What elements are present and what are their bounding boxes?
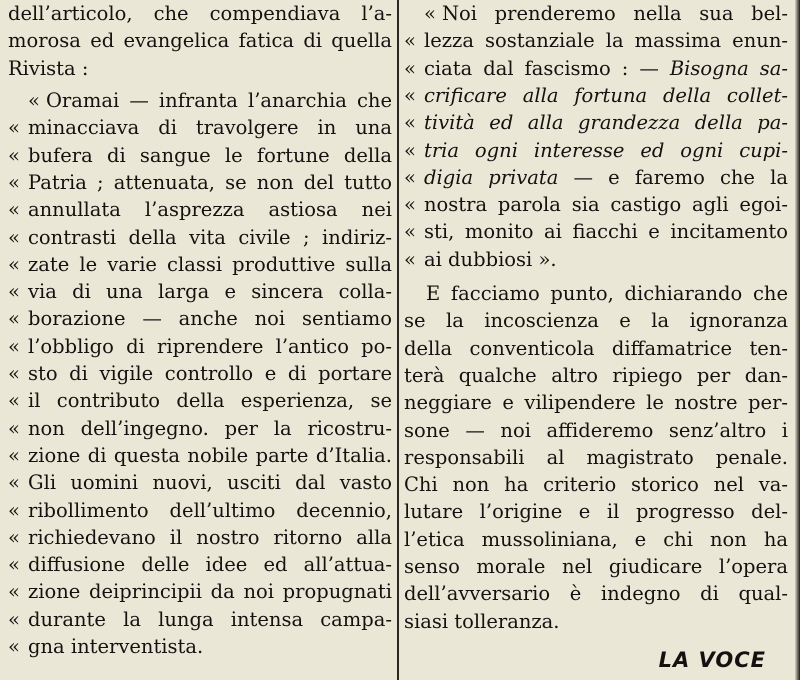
quote-mark: «: [8, 471, 20, 494]
quote-mark: «: [404, 139, 416, 162]
quote-mark: «: [404, 111, 416, 134]
italic-text: digia privata: [424, 166, 559, 189]
text-line: [8, 27, 392, 55]
text-line: [404, 307, 788, 335]
italic-text: crificare alla fortuna della collet-: [424, 84, 788, 107]
text-run: dell’avversario è indegno di qual-: [404, 582, 788, 605]
quote-mark: «: [8, 362, 20, 385]
text-run: lutare l’origine e il progresso del-: [404, 500, 788, 523]
text-line: [8, 333, 392, 361]
quote-mark: «: [8, 553, 20, 576]
page-edge: [795, 0, 800, 680]
text-run: E facciamo punto, dichiarando che: [426, 282, 788, 305]
text-run: ai dubbiosi ».: [424, 248, 557, 271]
text-run: via di una larga e sincera colla-: [28, 280, 392, 303]
quote-mark: «: [404, 220, 416, 243]
quote-mark: «: [8, 417, 20, 440]
text-line: [8, 251, 392, 279]
text-run: Gli uomini nuovi, usciti dal vasto: [28, 471, 392, 494]
text-run: non dell’ingegno. per la ricostru-: [28, 417, 392, 440]
text-line: [8, 224, 392, 252]
text-line: [404, 218, 788, 246]
text-line: [404, 580, 788, 608]
quote-mark: «: [8, 608, 20, 631]
text-run: siasi tolleranza.: [404, 610, 560, 633]
text-line: [8, 442, 392, 470]
quote-mark: «: [28, 89, 40, 112]
text-run: responsabili al magistrato penale.: [404, 446, 788, 469]
text-run: durante la lunga intensa campa-: [28, 608, 392, 631]
text-line: [404, 417, 788, 445]
quote-mark: «: [8, 444, 20, 467]
text-run: Chi non ha criterio storico nel va-: [404, 473, 788, 496]
text-line: [8, 606, 392, 634]
quote-mark: «: [404, 29, 416, 52]
quote-mark: «: [8, 171, 20, 194]
text-line: [8, 114, 392, 142]
quote-mark: «: [404, 193, 416, 216]
text-run: ribollimento dell’ultimo decennio,: [28, 499, 392, 522]
text-line: [404, 109, 788, 137]
text-run: zate le varie classi produttive sulla: [28, 253, 392, 276]
italic-text: tria ogni interesse ed ogni cupi-: [424, 139, 788, 162]
quote-mark: «: [8, 226, 20, 249]
text-line: [404, 444, 788, 472]
quote-mark: «: [404, 84, 416, 107]
text-run: senso morale nel giudicare l’opera: [404, 555, 788, 578]
text-line: [8, 0, 392, 28]
quote-mark: «: [404, 248, 416, 271]
text-run: richiedevano il nostro ritorno alla: [28, 526, 392, 549]
text-run: Oramai — infranta l’anarchia che: [45, 89, 392, 112]
text-line: [8, 360, 392, 388]
text-run: terà qualche altro ripiego per dan-: [404, 364, 788, 387]
text-run: dell’articolo, che compendiava l’a-: [8, 2, 392, 25]
text-run: della conventicola diffamatrice ten-: [404, 337, 788, 360]
text-line: [8, 497, 392, 525]
text-line: [8, 196, 392, 224]
quote-mark: «: [8, 307, 20, 330]
signature: LA VOCE: [658, 648, 766, 672]
text-line: [404, 526, 788, 554]
text-run: Rivista :: [8, 57, 89, 80]
column-divider: [397, 0, 399, 680]
text-run: sto di vigile controllo e di portare: [28, 362, 392, 385]
text-line: [404, 137, 788, 165]
text-run: gna interventista.: [28, 635, 204, 658]
text-run: Patria ; attenuata, se non del tutto: [28, 171, 392, 194]
quote-mark: «: [8, 116, 20, 139]
text-line: [404, 82, 788, 110]
text-run: borazione — anche noi sentiamo: [28, 307, 392, 330]
text-run: bufera di sangue le fortune della: [28, 144, 392, 167]
text-line: [404, 498, 788, 526]
text-line: [404, 27, 788, 55]
text-run: lezza sostanziale la massima enun-: [424, 29, 788, 52]
quote-mark: «: [404, 166, 416, 189]
text-run: nostra parola sia castigo agli egoi-: [424, 193, 788, 216]
text-line: [404, 0, 788, 28]
text-line: [8, 278, 392, 306]
quote-mark: «: [8, 389, 20, 412]
text-line: [8, 469, 392, 497]
text-run: annullata l’asprezza astiosa nei: [28, 198, 392, 221]
text-line: [8, 55, 392, 83]
text-run: zione di questa nobile parte d’Italia.: [28, 444, 392, 467]
text-line: [404, 362, 788, 390]
text-line: [8, 387, 392, 415]
text-run: sti, monito ai fiacchi e incitamento: [424, 220, 788, 243]
text-line: [404, 471, 788, 499]
text-run: se la incoscienza e la ignoranza: [404, 309, 788, 332]
text-line: [404, 608, 788, 636]
text-run: diffusione delle idee ed all’attua-: [28, 553, 392, 576]
quote-mark: «: [8, 526, 20, 549]
quote-mark: «: [8, 280, 20, 303]
text-line: [8, 415, 392, 443]
text-run: ciata dal fascismo : —: [424, 57, 670, 80]
quote-mark: «: [8, 198, 20, 221]
italic-text: tività ed alla grandezza della pa-: [424, 111, 788, 134]
quote-mark: «: [8, 499, 20, 522]
text-run: sone — noi affideremo senz’altro i: [404, 419, 788, 442]
text-line: [404, 191, 788, 219]
text-run: il contributo della esperienza, se: [28, 389, 392, 412]
text-run: minacciava di travolgere in una: [28, 116, 392, 139]
text-run: contrasti della vita civile ; indiriz-: [28, 226, 392, 249]
text-line: [8, 305, 392, 333]
text-line: [404, 246, 788, 274]
quote-mark: «: [404, 57, 416, 80]
text-line: [404, 55, 788, 83]
quote-mark: «: [8, 580, 20, 603]
text-line: [8, 578, 392, 606]
italic-text: Bisogna sa-: [669, 57, 788, 80]
text-line: [8, 633, 392, 661]
text-line: [404, 164, 788, 192]
text-line: [404, 389, 788, 417]
text-line: [404, 280, 788, 308]
text-run: l’obbligo di riprendere l’antico po-: [28, 335, 392, 358]
text-run: — e faremo che la: [558, 166, 788, 189]
text-run: zione deiprincipii da noi propugnati: [28, 580, 392, 603]
text-run: morosa ed evangelica fatica di quella: [8, 29, 392, 52]
text-run: Noi prenderemo nella sua bel-: [441, 2, 788, 25]
quote-mark: «: [8, 635, 20, 658]
text-line: [8, 524, 392, 552]
text-line: [8, 169, 392, 197]
text-line: [404, 553, 788, 581]
text-line: [8, 87, 392, 115]
quote-mark: «: [8, 144, 20, 167]
text-line: [404, 335, 788, 363]
text-line: [8, 551, 392, 579]
quote-mark: «: [8, 253, 20, 276]
quote-mark: «: [424, 2, 436, 25]
text-line: [8, 142, 392, 170]
quote-mark: «: [8, 335, 20, 358]
text-run: l’etica mussoliniana, e chi non ha: [404, 528, 788, 551]
text-run: neggiare e vilipendere le nostre per-: [404, 391, 788, 414]
